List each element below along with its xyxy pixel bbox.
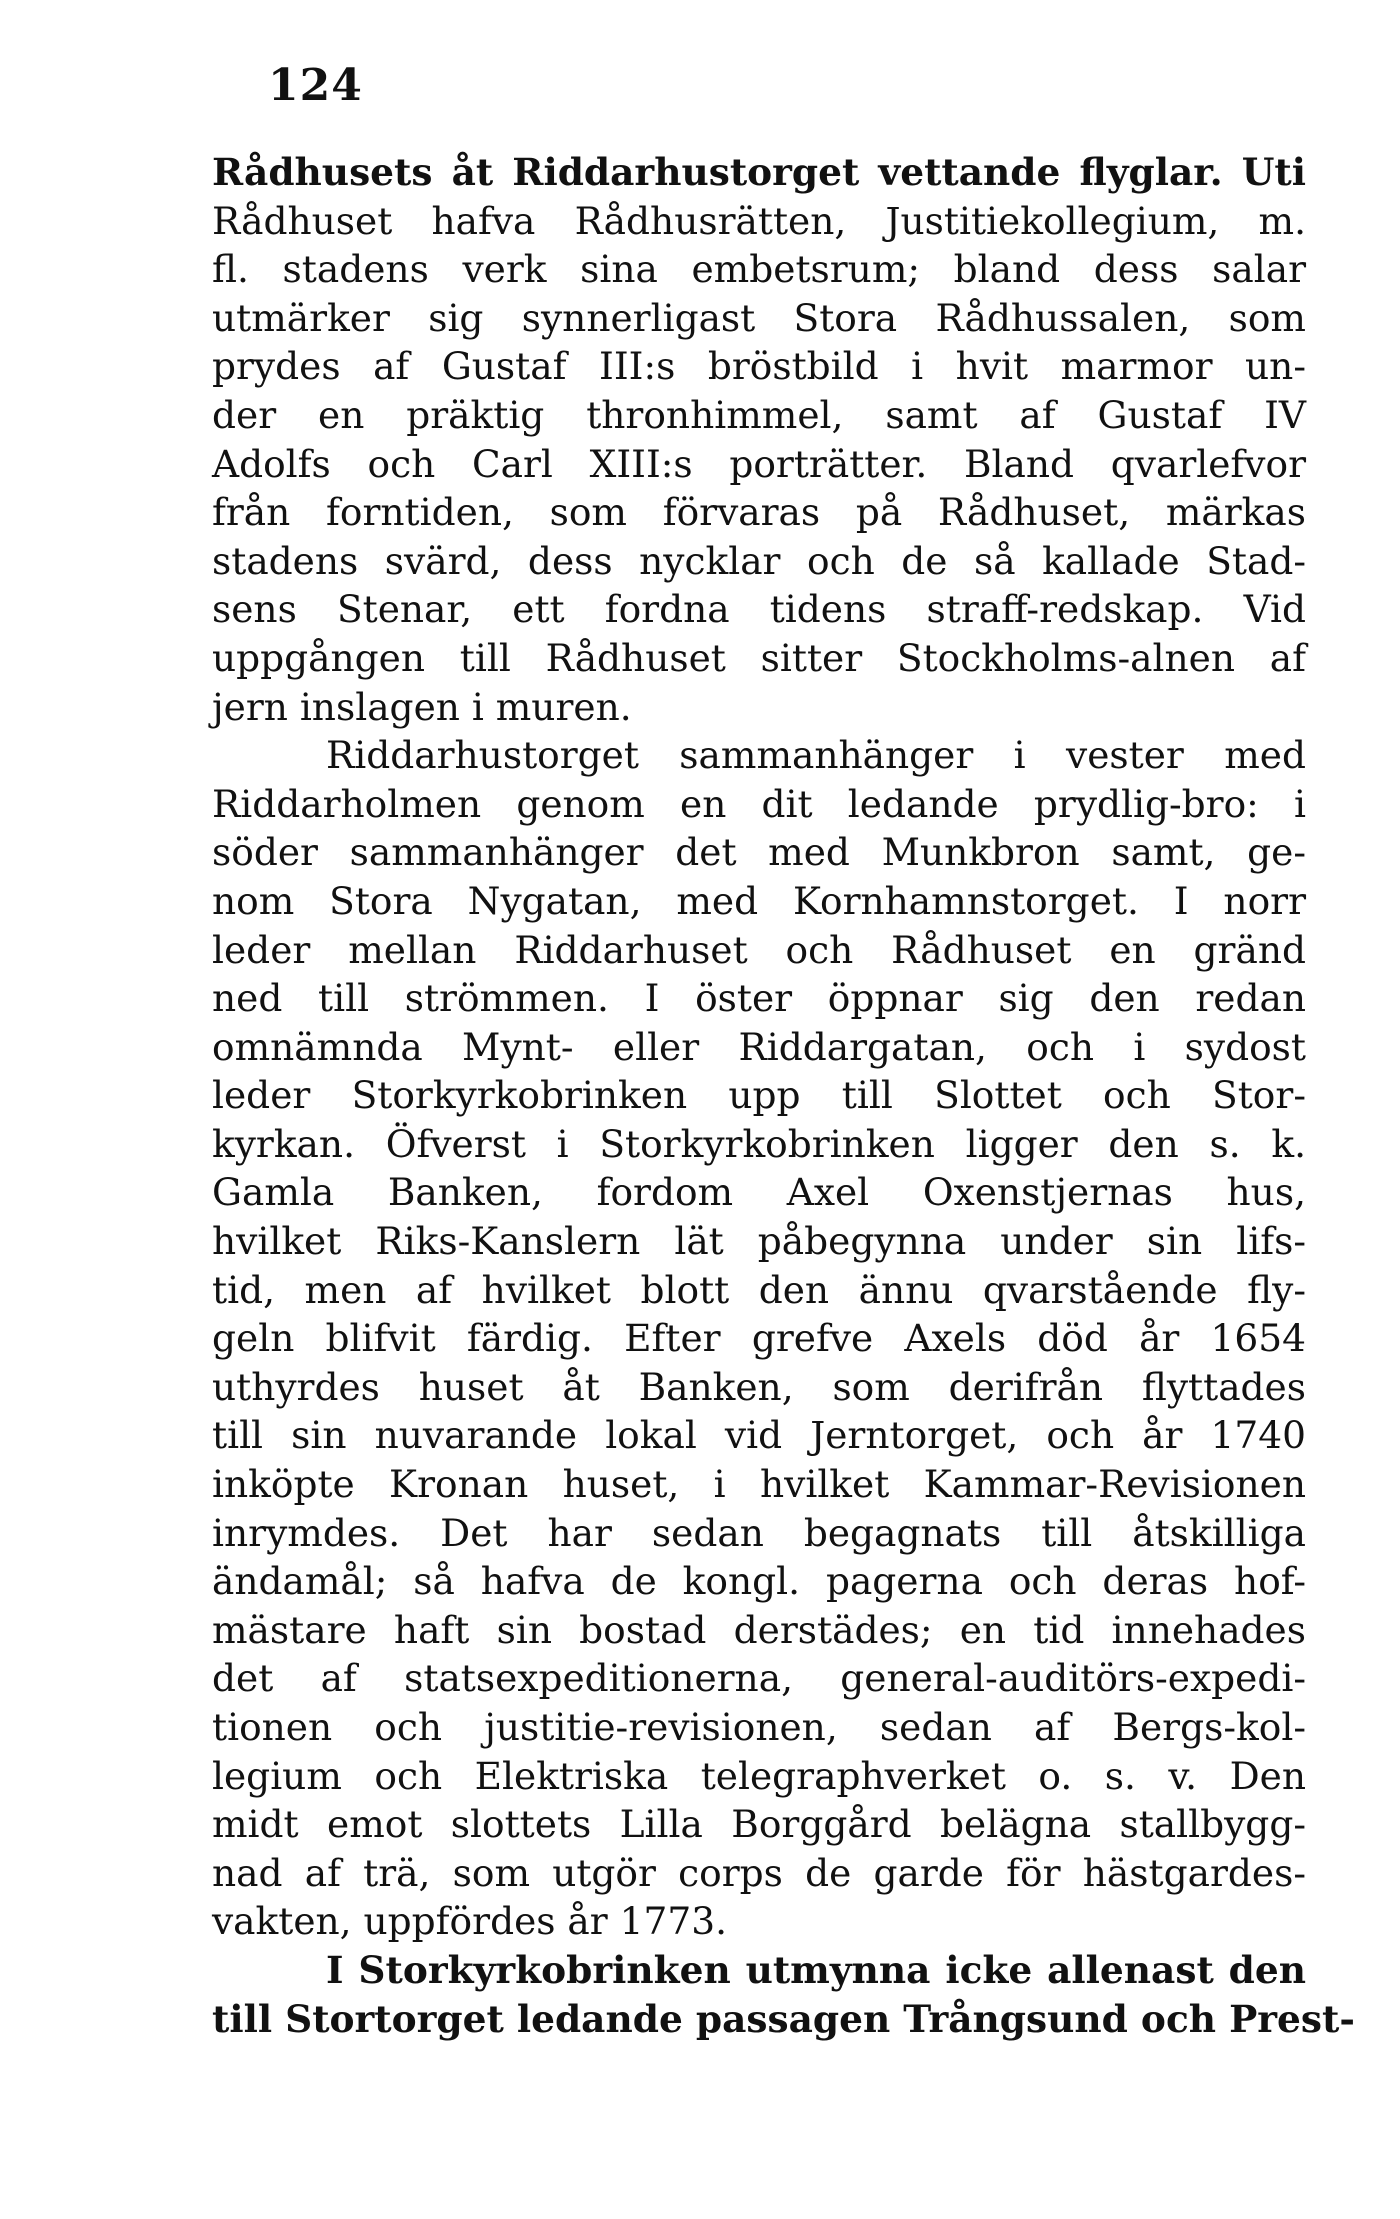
paragraph xyxy=(212,148,1306,731)
text-line: jern inslagen i muren. xyxy=(212,684,632,729)
text-line: tionen och justitie-revisionen, sedan af Bergs-kol- xyxy=(212,1705,1306,1749)
text-line: fl. stadens verk sina embetsrum; bland dess salar xyxy=(212,247,1306,292)
text-line: legium och Elektriska telegraphverket o. s. v. Den xyxy=(212,1753,1306,1798)
text-line: der en präktig thronhimmel, samt af Gustaf IV xyxy=(212,392,1306,437)
text-line: Riddarholmen genom en dit ledande prydlig-bro: i xyxy=(212,781,1306,826)
text-line: till sin nuvarande lokal vid Jerntorget, och år 1740 xyxy=(212,1413,1306,1458)
text-line: mästare haft sin bostad derstädes; en tid innehades xyxy=(212,1607,1306,1652)
text-line: inrymdes. Det har sedan begagnats till åtskilliga xyxy=(212,1510,1306,1555)
text-line: hvilket Riks-Kanslern lät påbegynna under sin lifs- xyxy=(212,1219,1306,1264)
text-line: I Storkyrkobrinken utmynna icke allenast den xyxy=(326,1947,1306,1992)
text-line: ändamål; så hafva de kongl. pagerna och deras hof- xyxy=(212,1559,1306,1604)
body-text xyxy=(212,148,1355,2043)
text-line: från forntiden, som förvaras på Rådhuset, märkas xyxy=(212,490,1306,535)
text-line: inköpte Kronan huset, i hvilket Kammar-Revisionen xyxy=(212,1462,1306,1507)
text-line: geln blifvit färdig. Efter grefve Axels död år 1654 xyxy=(212,1316,1306,1361)
text-line: det af statsexpeditionerna, general-auditörs-expedi- xyxy=(212,1656,1306,1701)
text-line: prydes af Gustaf III:s bröstbild i hvit marmor un- xyxy=(212,344,1306,389)
text-line: nad af trä, som utgör corps de garde för hästgardes- xyxy=(212,1850,1306,1895)
text-line: Adolfs och Carl XIII:s porträtter. Bland qvarlefvor xyxy=(212,441,1306,486)
text-line: midt emot slottets Lilla Borggård belägna stallbygg- xyxy=(212,1802,1306,1847)
text-line: uthyrdes huset åt Banken, som derifrån flyttades xyxy=(212,1364,1306,1409)
text-line: Gamla Banken, fordom Axel Oxenstjernas hus, xyxy=(212,1170,1306,1215)
text-line: omnämnda Mynt- eller Riddargatan, och i sydost xyxy=(212,1024,1306,1069)
text-line: sens Stenar, ett fordna tidens straff-redskap. Vid xyxy=(212,587,1306,632)
text-line: utmärker sig synnerligast Stora Rådhussalen, som xyxy=(212,295,1306,340)
text-line: nom Stora Nygatan, med Kornhamnstorget. I norr xyxy=(212,878,1306,923)
text-line: stadens svärd, dess nycklar och de så kallade Stad- xyxy=(212,538,1306,583)
text-line: söder sammanhänger det med Munkbron samt, ge- xyxy=(212,830,1306,875)
text-line: Rådhuset hafva Rådhusrätten, Justitiekollegium, m. xyxy=(212,198,1306,243)
text-line: ned till strömmen. I öster öppnar sig den redan xyxy=(212,976,1306,1021)
page-number: 124 xyxy=(268,60,363,111)
text-line: uppgången till Rådhuset sitter Stockholms-alnen af xyxy=(212,635,1306,680)
paragraph xyxy=(212,1946,1355,2043)
text-line: leder mellan Riddarhuset och Rådhuset en gränd xyxy=(212,927,1306,972)
text-line: Riddarhustorget sammanhänger i vester med xyxy=(326,733,1306,778)
text-line: tid, men af hvilket blott den ännu qvarstående fly- xyxy=(212,1267,1306,1312)
text-line: vakten, uppfördes år 1773. xyxy=(212,1899,727,1944)
text-line: till Stortorget ledande passagen Trångsund och Prest- xyxy=(212,1996,1355,2041)
text-line: Rådhusets åt Riddarhustorget vettande flyglar. Uti xyxy=(212,150,1306,194)
text-line: leder Storkyrkobrinken upp till Slottet och Stor- xyxy=(212,1073,1306,1118)
paragraph xyxy=(212,731,1306,1946)
text-line: kyrkan. Öfverst i Storkyrkobrinken ligger den s. k. xyxy=(212,1121,1306,1166)
